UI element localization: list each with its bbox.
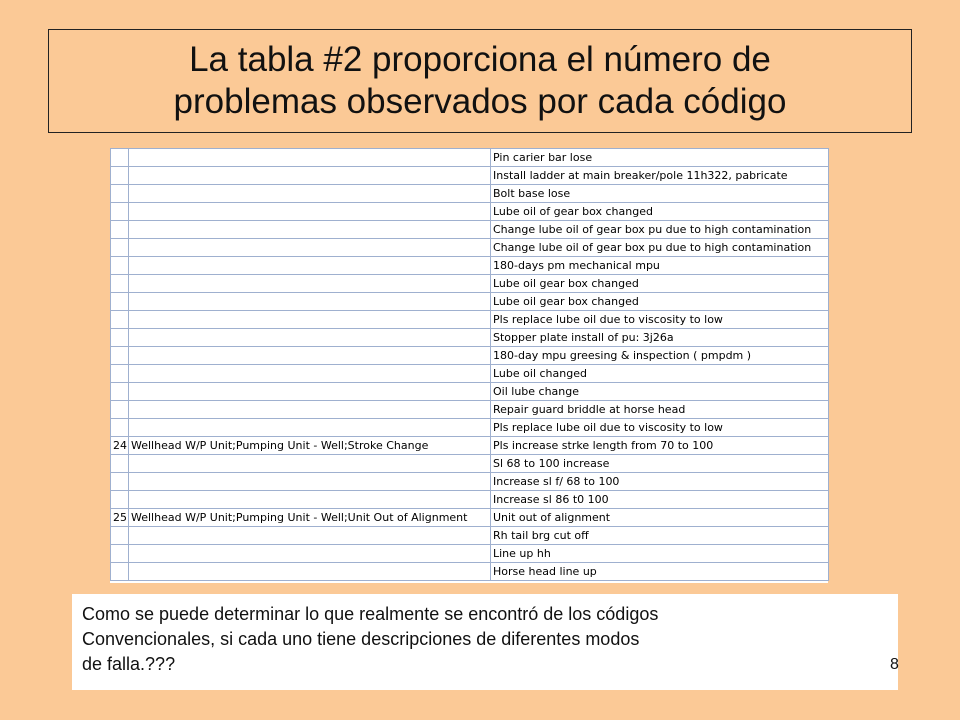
description-cell: Lube oil gear box changed [491, 275, 829, 293]
category-cell: Wellhead W/P Unit;Pumping Unit - Well;Unit Out of Alignment [129, 509, 491, 527]
description-cell: Repair guard briddle at horse head [491, 401, 829, 419]
category-cell [129, 401, 491, 419]
description-cell: Pls replace lube oil due to viscosity to low [491, 311, 829, 329]
description-cell: Line up hh [491, 545, 829, 563]
category-cell [129, 257, 491, 275]
failure-codes-table-body [111, 149, 829, 581]
row-number-cell [111, 527, 129, 545]
row-number-cell [111, 185, 129, 203]
failure-codes-table-container [110, 148, 828, 583]
row-number-cell [111, 221, 129, 239]
description-cell: Rh tail brg cut off [491, 527, 829, 545]
table-row [111, 491, 829, 509]
failure-codes-table [110, 148, 829, 581]
row-number-cell [111, 257, 129, 275]
category-cell [129, 329, 491, 347]
table-row [111, 239, 829, 257]
category-cell [129, 455, 491, 473]
table-row [111, 293, 829, 311]
slide-title-line-2: problemas observados por cada código [173, 82, 787, 121]
category-cell: Wellhead W/P Unit;Pumping Unit - Well;Stroke Change [129, 437, 491, 455]
description-cell: 180-day mpu greesing & inspection ( pmpdm ) [491, 347, 829, 365]
row-number-cell [111, 419, 129, 437]
description-cell: Increase sl f/ 68 to 100 [491, 473, 829, 491]
description-cell: Oil lube change [491, 383, 829, 401]
table-row [111, 275, 829, 293]
description-cell: Pls replace lube oil due to viscosity to low [491, 419, 829, 437]
category-cell [129, 563, 491, 581]
table-row [111, 329, 829, 347]
row-number-cell [111, 275, 129, 293]
row-number-cell [111, 401, 129, 419]
description-cell: Pin carier bar lose [491, 149, 829, 167]
category-cell [129, 275, 491, 293]
category-cell [129, 365, 491, 383]
category-cell [129, 545, 491, 563]
question-note-box [72, 594, 898, 690]
table-row [111, 149, 829, 167]
category-cell [129, 203, 491, 221]
table-row [111, 527, 829, 545]
row-number-cell [111, 149, 129, 167]
category-cell [129, 293, 491, 311]
category-cell [129, 221, 491, 239]
description-cell: Lube oil changed [491, 365, 829, 383]
table-row [111, 437, 829, 455]
table-row [111, 509, 829, 527]
description-cell: Horse head line up [491, 563, 829, 581]
table-row [111, 383, 829, 401]
category-cell [129, 491, 491, 509]
row-number-cell [111, 293, 129, 311]
row-number-cell [111, 203, 129, 221]
description-cell: Change lube oil of gear box pu due to high contamination [491, 221, 829, 239]
table-row [111, 401, 829, 419]
category-cell [129, 527, 491, 545]
description-cell: Bolt base lose [491, 185, 829, 203]
table-row [111, 221, 829, 239]
description-cell: Install ladder at main breaker/pole 11h322, pabricate [491, 167, 829, 185]
note-line-3: de falla.??? [82, 654, 176, 674]
description-cell: Lube oil of gear box changed [491, 203, 829, 221]
row-number-cell [111, 365, 129, 383]
table-row [111, 257, 829, 275]
category-cell [129, 167, 491, 185]
table-row [111, 419, 829, 437]
table-row [111, 347, 829, 365]
table-row [111, 365, 829, 383]
description-cell: Lube oil gear box changed [491, 293, 829, 311]
category-cell [129, 185, 491, 203]
description-cell: Unit out of alignment [491, 509, 829, 527]
description-cell: Change lube oil of gear box pu due to high contamination [491, 239, 829, 257]
row-number-cell [111, 473, 129, 491]
row-number-cell: 24 [111, 437, 129, 455]
category-cell [129, 383, 491, 401]
description-cell: Pls increase strke length from 70 to 100 [491, 437, 829, 455]
row-number-cell [111, 383, 129, 401]
description-cell: Stopper plate install of pu: 3j26a [491, 329, 829, 347]
row-number-cell [111, 455, 129, 473]
category-cell [129, 419, 491, 437]
category-cell [129, 347, 491, 365]
slide-title-line-1: La tabla #2 proporciona el número de [189, 40, 771, 79]
table-row [111, 167, 829, 185]
description-cell: Sl 68 to 100 increase [491, 455, 829, 473]
table-row [111, 185, 829, 203]
row-number-cell [111, 167, 129, 185]
category-cell [129, 311, 491, 329]
row-number-cell [111, 545, 129, 563]
row-number-cell [111, 239, 129, 257]
table-row [111, 203, 829, 221]
category-cell [129, 149, 491, 167]
slide-title-box [48, 29, 912, 133]
note-line-2: Convencionales, si cada uno tiene descripciones de diferentes modos [82, 629, 640, 649]
row-number-cell [111, 491, 129, 509]
row-number-cell [111, 563, 129, 581]
row-number-cell: 25 [111, 509, 129, 527]
table-row [111, 455, 829, 473]
description-cell: 180-days pm mechanical mpu [491, 257, 829, 275]
row-number-cell [111, 347, 129, 365]
table-row [111, 311, 829, 329]
category-cell [129, 473, 491, 491]
row-number-cell [111, 311, 129, 329]
table-row [111, 473, 829, 491]
page-number: 8 [890, 656, 899, 673]
category-cell [129, 239, 491, 257]
description-cell: Increase sl 86 t0 100 [491, 491, 829, 509]
table-row [111, 545, 829, 563]
row-number-cell [111, 329, 129, 347]
slide-title [174, 39, 787, 123]
table-row [111, 563, 829, 581]
note-line-1: Como se puede determinar lo que realmente se encontró de los códigos [82, 604, 659, 624]
